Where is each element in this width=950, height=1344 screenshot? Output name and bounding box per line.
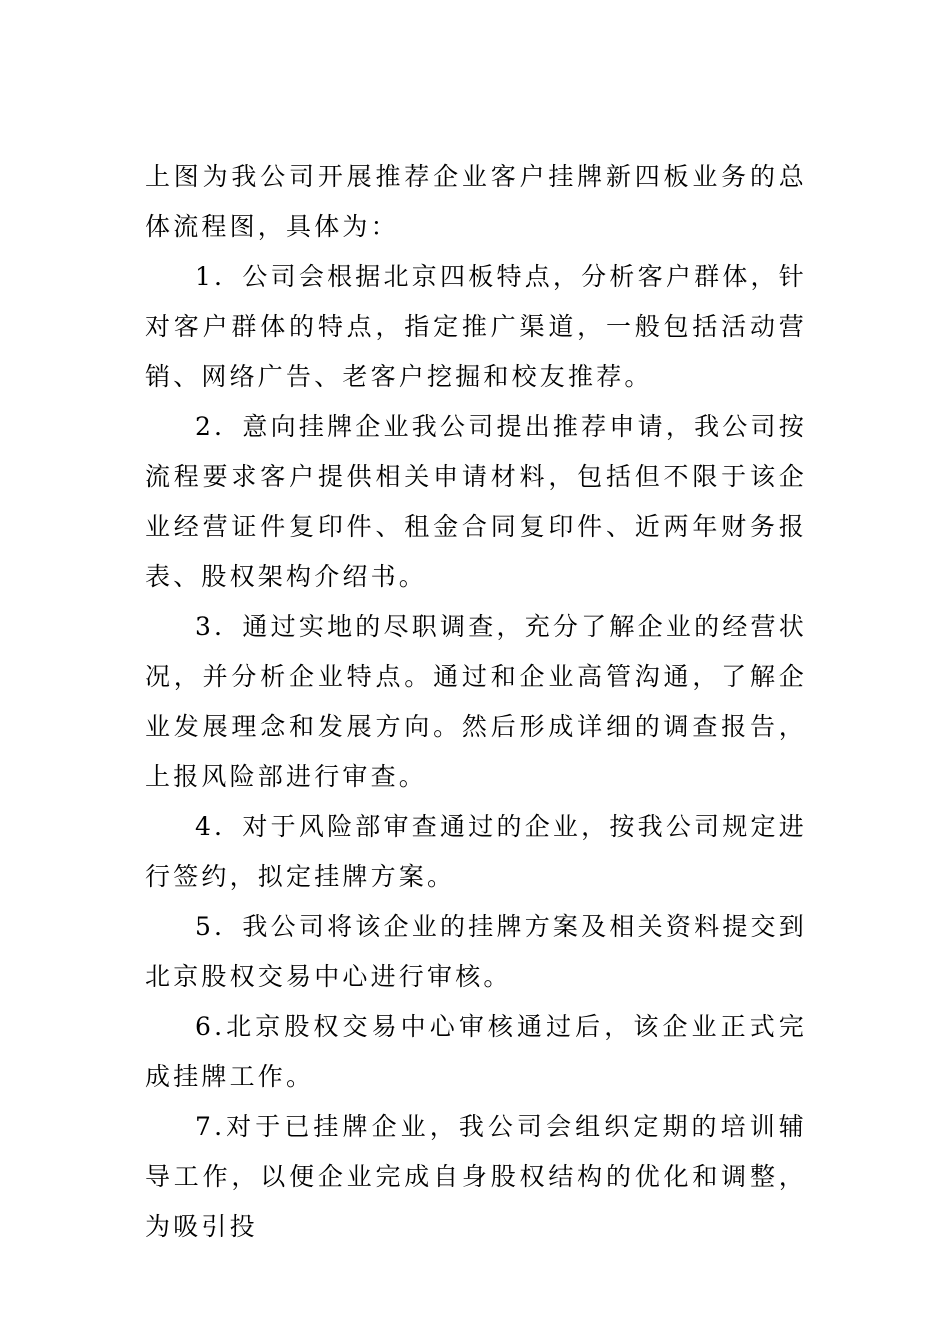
list-item-2: 2．意向挂牌企业我公司提出推荐申请，我公司按流程要求客户提供相关申请材料，包括但不限于该企业经营证件复印件、租金合同复印件、近两年财务报表、股权架构介绍书。 xyxy=(145,412,807,591)
list-item-4: 4．对于风险部审查通过的企业，按我公司规定进行签约，拟定挂牌方案。 xyxy=(145,812,807,891)
intro-paragraph: 上图为我公司开展推荐企业客户挂牌新四板业务的总体流程图，具体为： xyxy=(145,162,807,241)
list-item-3: 3．通过实地的尽职调查，充分了解企业的经营状况，并分析企业特点。通过和企业高管沟通，了解企业发展理念和发展方向。然后形成详细的调查报告，上报风险部进行审查。 xyxy=(145,612,807,791)
list-item-6: 6.北京股权交易中心审核通过后，该企业正式完成挂牌工作。 xyxy=(145,1012,807,1091)
list-item-7: 7.对于已挂牌企业，我公司会组织定期的培训辅导工作，以便企业完成自身股权结构的优化和调整，为吸引投 xyxy=(145,1112,807,1241)
list-item-1: 1．公司会根据北京四板特点，分析客户群体，针对客户群体的特点，指定推广渠道，一般包括活动营销、网络广告、老客户挖掘和校友推荐。 xyxy=(145,262,807,391)
list-item-5: 5．我公司将该企业的挂牌方案及相关资料提交到北京股权交易中心进行审核。 xyxy=(145,912,807,991)
document-body xyxy=(145,152,807,1252)
